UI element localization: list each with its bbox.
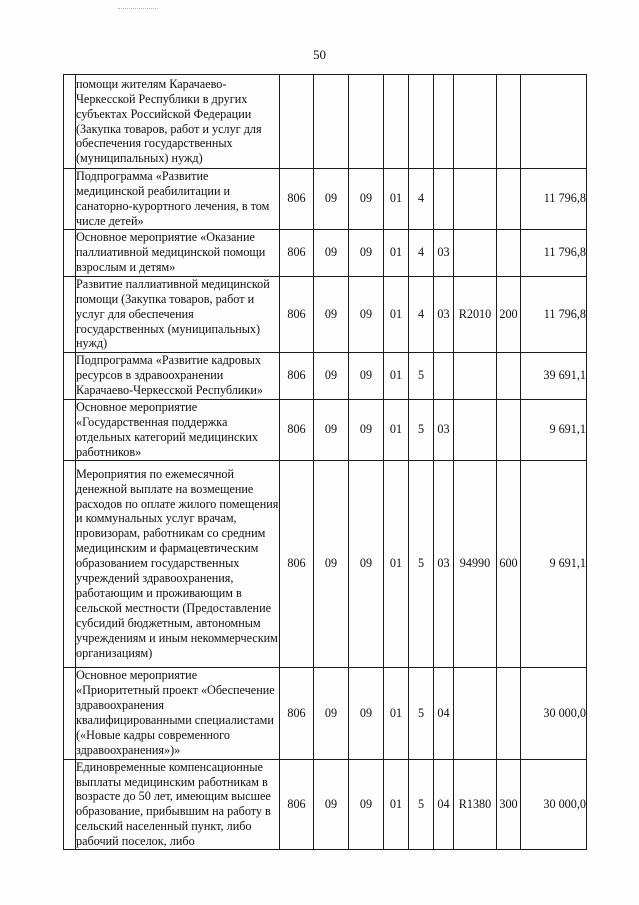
table-row: [64, 460, 587, 667]
cell-event: 03: [434, 229, 454, 276]
cell-subsection: 09: [349, 759, 384, 849]
cell-blank: [64, 229, 76, 276]
cell-ministry: 806: [280, 276, 314, 352]
cell-program: 01: [384, 276, 409, 352]
cell-ministry: 806: [280, 399, 314, 460]
cell-program: 01: [384, 352, 409, 399]
cell-amount: 11 796,8: [521, 169, 587, 230]
table-row: [64, 667, 587, 759]
cell-program: 01: [384, 460, 409, 667]
cell-amount: 30 000,0: [521, 759, 587, 849]
budget-table-body: [64, 75, 587, 850]
table-row: [64, 229, 587, 276]
cell-direction: [454, 352, 497, 399]
cell-subprogram: 5: [409, 667, 434, 759]
cell-section: 09: [314, 759, 349, 849]
cell-direction: [454, 667, 497, 759]
cell-expense-type: [497, 75, 521, 169]
cell-amount: 11 796,8: [521, 276, 587, 352]
cell-expense-type: [497, 667, 521, 759]
cell-expense-type: [497, 352, 521, 399]
cell-expense-type: [497, 169, 521, 230]
cell-ministry: 806: [280, 460, 314, 667]
table-row: [64, 75, 587, 169]
cell-ministry: 806: [280, 169, 314, 230]
cell-direction: [454, 399, 497, 460]
cell-section: 09: [314, 667, 349, 759]
cell-ministry: 806: [280, 667, 314, 759]
cell-subprogram: 4: [409, 229, 434, 276]
cell-amount: [521, 75, 587, 169]
scan-mark: [118, 8, 158, 12]
cell-program: 01: [384, 169, 409, 230]
cell-program: 01: [384, 399, 409, 460]
cell-expense-type: [497, 229, 521, 276]
cell-amount: 9 691,1: [521, 399, 587, 460]
cell-blank: [64, 667, 76, 759]
cell-subsection: 09: [349, 399, 384, 460]
cell-section: 09: [314, 460, 349, 667]
table-row: [64, 276, 587, 352]
cell-section: 09: [314, 276, 349, 352]
cell-subsection: 09: [349, 460, 384, 667]
table-row: [64, 399, 587, 460]
cell-name: Подпрограмма «Развитие медицинской реабилитации и санаторно-курортного лечения, в том числе детей»: [76, 169, 280, 230]
cell-subsection: 09: [349, 276, 384, 352]
cell-expense-type: [497, 399, 521, 460]
cell-section: 09: [314, 352, 349, 399]
cell-amount: 39 691,1: [521, 352, 587, 399]
table-row: [64, 759, 587, 849]
table-row: [64, 352, 587, 399]
cell-subsection: [349, 75, 384, 169]
cell-subprogram: 5: [409, 460, 434, 667]
cell-direction: R2010: [454, 276, 497, 352]
cell-event: [434, 75, 454, 169]
cell-section: [314, 75, 349, 169]
cell-name: Основное мероприятие «Оказание паллиативной медицинской помощи взрослым и детям»: [76, 229, 280, 276]
cell-section: 09: [314, 399, 349, 460]
cell-event: 04: [434, 667, 454, 759]
cell-event: [434, 352, 454, 399]
cell-ministry: [280, 75, 314, 169]
cell-direction: [454, 169, 497, 230]
cell-program: 01: [384, 229, 409, 276]
cell-subsection: 09: [349, 352, 384, 399]
cell-name: Основное мероприятие «Государственная поддержка отдельных категорий медицинских работников»: [76, 399, 280, 460]
cell-section: 09: [314, 169, 349, 230]
cell-program: 01: [384, 667, 409, 759]
cell-direction: R1380: [454, 759, 497, 849]
cell-subprogram: 5: [409, 399, 434, 460]
cell-expense-type: 200: [497, 276, 521, 352]
cell-ministry: 806: [280, 759, 314, 849]
cell-subsection: 09: [349, 169, 384, 230]
cell-name: Основное мероприятие «Приоритетный проект «Обеспечение здравоохранения квалифицированными специалистами («Новые кадры современного здравоохранения»)»: [76, 667, 280, 759]
cell-blank: [64, 399, 76, 460]
cell-direction: 94990: [454, 460, 497, 667]
cell-blank: [64, 460, 76, 667]
cell-name: помощи жителям Карачаево-Черкесской Республики в других субъектах Российской Федерации (Закупка товаров, работ и услуг для обеспечения государственных (муниципальных) нужд): [76, 75, 280, 169]
cell-subprogram: 4: [409, 276, 434, 352]
cell-event: 03: [434, 460, 454, 667]
cell-subprogram: [409, 75, 434, 169]
cell-event: [434, 169, 454, 230]
cell-subsection: 09: [349, 667, 384, 759]
cell-direction: [454, 229, 497, 276]
cell-direction: [454, 75, 497, 169]
cell-expense-type: 300: [497, 759, 521, 849]
cell-blank: [64, 75, 76, 169]
cell-expense-type: 600: [497, 460, 521, 667]
cell-subsection: 09: [349, 229, 384, 276]
cell-amount: 11 796,8: [521, 229, 587, 276]
cell-name: Единовременные компенсационные выплаты медицинским работникам в возрасте до 50 лет, имеющим высшее образование, прибывшим на работу в сельский населенный пункт, либо рабочий поселок, либо: [76, 759, 280, 849]
cell-amount: 30 000,0: [521, 667, 587, 759]
cell-subprogram: 5: [409, 352, 434, 399]
cell-section: 09: [314, 229, 349, 276]
cell-subprogram: 5: [409, 759, 434, 849]
cell-event: 03: [434, 399, 454, 460]
page-number: 50: [313, 47, 326, 62]
cell-event: 04: [434, 759, 454, 849]
cell-blank: [64, 352, 76, 399]
cell-subprogram: 4: [409, 169, 434, 230]
cell-blank: [64, 169, 76, 230]
cell-name: Мероприятия по ежемесячной денежной выплате на возмещение расходов по оплате жилого помещения и коммунальных услуг врачам, провизорам, работникам со средним медицинским и фармацевтическим образованием государственных учреждений здравоохранения, работающим и проживающим в сельской местности (Предоставление субсидий бюджетным, автономным учреждениям и иным некоммерческим организациям): [76, 460, 280, 667]
cell-blank: [64, 276, 76, 352]
cell-name: Развитие паллиативной медицинской помощи (Закупка товаров, работ и услуг для обеспечения государственных (муниципальных) нужд): [76, 276, 280, 352]
cell-amount: 9 691,1: [521, 460, 587, 667]
cell-ministry: 806: [280, 352, 314, 399]
table-row: [64, 169, 587, 230]
cell-blank: [64, 759, 76, 849]
cell-name: Подпрограмма «Развитие кадровых ресурсов в здравоохранении Карачаево-Черкесской Республики»: [76, 352, 280, 399]
cell-program: [384, 75, 409, 169]
budget-table: [63, 74, 587, 850]
cell-ministry: 806: [280, 229, 314, 276]
cell-program: 01: [384, 759, 409, 849]
cell-event: 03: [434, 276, 454, 352]
